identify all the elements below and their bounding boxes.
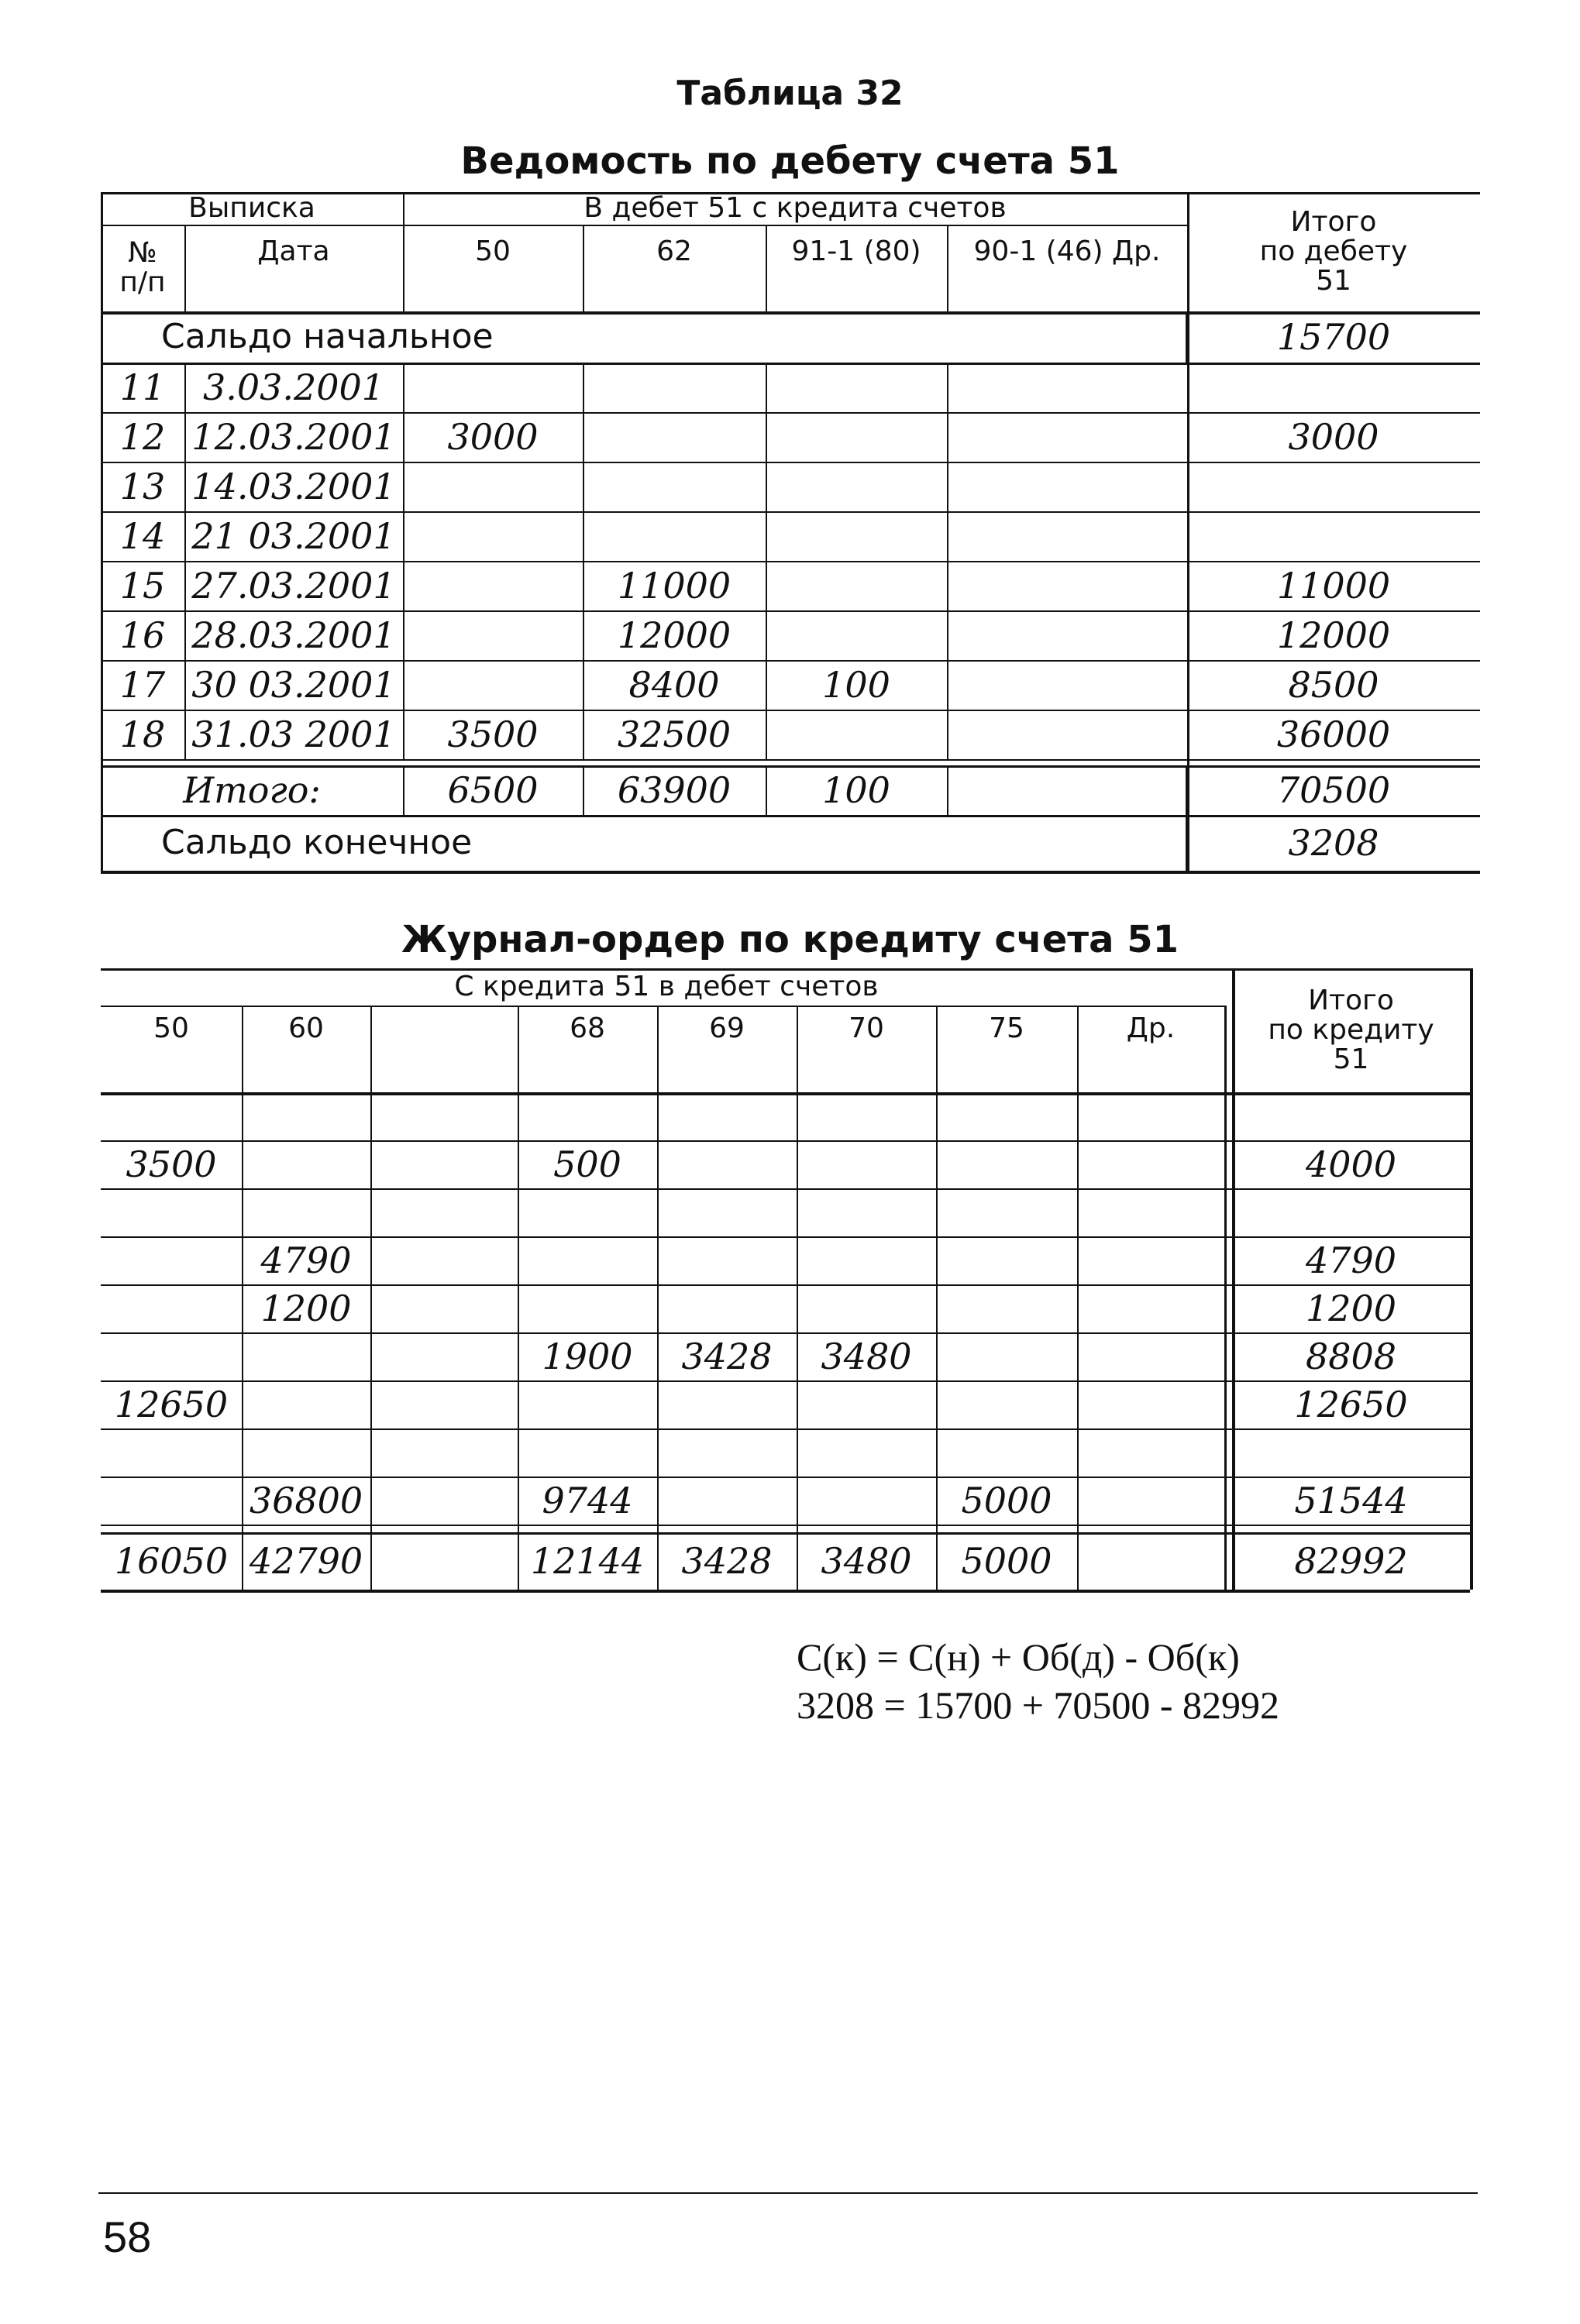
row-c75 [936, 1428, 1077, 1477]
header-total: Итого по кредиту 51 [1268, 985, 1434, 1075]
grid-line [1224, 1006, 1227, 1590]
row-c69 [657, 1092, 797, 1140]
grid-line [1470, 968, 1473, 1590]
row-c50 [101, 1284, 242, 1332]
row-date: 21 03.2001 [191, 514, 396, 557]
row-total: 12650 [1294, 1383, 1408, 1425]
row-total [1232, 1428, 1470, 1477]
row-c69 [657, 1428, 797, 1477]
totals-c50: 16050 [114, 1539, 229, 1582]
row-c69 [657, 1236, 797, 1284]
row-c70 [797, 1236, 936, 1284]
row-cdr [1077, 1092, 1224, 1140]
row-c50 [101, 1428, 242, 1477]
row-total [1232, 1092, 1470, 1140]
row-total: 11000 [1276, 564, 1391, 607]
row-c68 [518, 1188, 657, 1236]
row-number: 16 [119, 614, 166, 656]
row-total: 12000 [1276, 614, 1391, 656]
row-c50 [101, 1188, 242, 1236]
row-c60 [242, 1380, 370, 1428]
totals-c69: 3428 [681, 1539, 773, 1582]
row-c68: 9744 [542, 1479, 633, 1521]
row-c75 [936, 1380, 1077, 1428]
row-c69 [657, 1140, 797, 1188]
row-cb [370, 1380, 518, 1428]
row-c75 [936, 1092, 1077, 1140]
header-col-69: 69 [709, 1012, 745, 1045]
row-total: 4000 [1305, 1143, 1397, 1185]
row-c68 [518, 1380, 657, 1428]
totals-total: 82992 [1294, 1539, 1408, 1582]
row-date: 30 03.2001 [191, 663, 396, 706]
row-total [1232, 1188, 1470, 1236]
opening-balance-value: 15700 [1276, 315, 1391, 358]
row-cdr [1077, 1236, 1224, 1284]
formula-general: С(к) = С(н) + Об(д) - Об(к) [797, 1635, 1240, 1679]
row-cdr [1077, 1477, 1224, 1525]
row-c69 [657, 1188, 797, 1236]
row-number: 18 [119, 713, 166, 755]
row-c75 [936, 1332, 1077, 1380]
totals-c75: 5000 [961, 1539, 1052, 1582]
header-col-91: 91-1 (80) [791, 235, 921, 268]
row-c69 [657, 1477, 797, 1525]
row-col-50: 3500 [447, 713, 539, 755]
row-cb [370, 1092, 518, 1140]
header-col-blank [370, 1006, 518, 1052]
row-c75: 5000 [961, 1479, 1052, 1521]
row-cdr [1077, 1188, 1224, 1236]
row-cdr [1077, 1380, 1224, 1428]
header-group: С кредита 51 в дебет счетов [454, 971, 879, 1003]
row-date: 3.03.2001 [202, 366, 385, 408]
row-cdr [1077, 1332, 1224, 1380]
row-c69 [657, 1284, 797, 1332]
row-total: 8808 [1305, 1335, 1397, 1377]
footer-rule [98, 2192, 1478, 2194]
row-c60: 1200 [260, 1287, 352, 1329]
row-cb [370, 1188, 518, 1236]
row-c50 [101, 1236, 242, 1284]
row-c50: 12650 [114, 1383, 229, 1425]
row-c75 [936, 1188, 1077, 1236]
row-c50: 3500 [126, 1143, 217, 1185]
row-cdr [1077, 1284, 1224, 1332]
row-c70 [797, 1380, 936, 1428]
row-total: 4790 [1305, 1239, 1397, 1281]
row-c70 [797, 1284, 936, 1332]
row-total: 36000 [1276, 713, 1391, 755]
header-col-90: 90-1 (46) Др. [973, 235, 1161, 268]
header-col-60: 60 [288, 1012, 324, 1045]
closing-balance-label: Сальдо конечное [161, 822, 473, 862]
row-c68 [518, 1092, 657, 1140]
row-date: 27.03.2001 [191, 564, 396, 607]
row-c75 [936, 1140, 1077, 1188]
header-total: Итого по дебету 51 [1259, 206, 1408, 297]
row-c68 [518, 1428, 657, 1477]
row-date: 31.03 2001 [191, 713, 396, 755]
header-col-50: 50 [475, 235, 511, 268]
row-c69: 3428 [681, 1335, 773, 1377]
row-total: 1200 [1305, 1287, 1397, 1329]
header-col-62: 62 [656, 235, 692, 268]
row-c50 [101, 1477, 242, 1525]
row-c68: 1900 [542, 1335, 633, 1377]
totals-cdr [1077, 1532, 1224, 1590]
table-number: Таблица 32 [676, 74, 904, 113]
row-number: 13 [119, 465, 166, 507]
row-c68: 500 [553, 1143, 621, 1185]
row-c75 [936, 1284, 1077, 1332]
totals-c60: 42790 [249, 1539, 363, 1582]
row-cb [370, 1428, 518, 1477]
totals-total: 70500 [1276, 768, 1391, 811]
row-total: 3000 [1288, 415, 1379, 458]
totals-col-50: 6500 [447, 768, 539, 811]
header-col-70: 70 [849, 1012, 884, 1045]
row-col-50: 3000 [447, 415, 539, 458]
row-c60: 4790 [260, 1239, 352, 1281]
row-c60 [242, 1092, 370, 1140]
row-total: 8500 [1288, 663, 1379, 706]
page-number: 58 [103, 2212, 152, 2261]
row-c70 [797, 1477, 936, 1525]
formula-numeric: 3208 = 15700 + 70500 - 82992 [797, 1683, 1280, 1727]
row-date: 14.03.2001 [191, 465, 396, 507]
row-c75 [936, 1236, 1077, 1284]
row-number: 11 [119, 366, 166, 408]
row-number: 12 [119, 415, 166, 458]
row-number: 15 [119, 564, 166, 607]
header-num: № п/п [119, 237, 166, 298]
row-c70 [797, 1092, 936, 1140]
row-number: 14 [119, 514, 166, 557]
totals-col-91: 100 [822, 768, 890, 811]
row-c60 [242, 1188, 370, 1236]
row-c60 [242, 1140, 370, 1188]
row-c70 [797, 1188, 936, 1236]
row-col-91: 100 [822, 663, 890, 706]
grid-line [101, 1525, 1470, 1526]
row-c60: 36800 [249, 1479, 363, 1521]
header-statement: Выписка [188, 192, 315, 225]
header-col-dr: Др. [1126, 1012, 1176, 1045]
row-cb [370, 1332, 518, 1380]
row-c70 [797, 1428, 936, 1477]
header-col-75: 75 [989, 1012, 1024, 1045]
header-col-50: 50 [153, 1012, 189, 1045]
row-col-62: 12000 [617, 614, 731, 656]
closing-balance-value: 3208 [1288, 821, 1379, 864]
row-cdr [1077, 1140, 1224, 1188]
grid-line [101, 1590, 1470, 1593]
header-date: Дата [257, 235, 330, 268]
opening-balance-label: Сальдо начальное [161, 316, 494, 356]
row-col-62: 32500 [617, 713, 731, 755]
row-c69 [657, 1380, 797, 1428]
row-total: 51544 [1294, 1479, 1408, 1521]
row-cb [370, 1477, 518, 1525]
row-number: 17 [119, 663, 166, 706]
totals-c70: 3480 [821, 1539, 912, 1582]
row-c68 [518, 1236, 657, 1284]
row-col-62: 11000 [617, 564, 731, 607]
row-cb [370, 1284, 518, 1332]
header-debit-group: В дебет 51 с кредита счетов [583, 192, 1007, 225]
row-c70: 3480 [821, 1335, 912, 1377]
row-cdr [1077, 1428, 1224, 1477]
totals-col-62: 63900 [617, 768, 731, 811]
totals-label: Итого: [183, 768, 321, 811]
row-col-62: 8400 [628, 663, 720, 706]
row-cb [370, 1236, 518, 1284]
row-date: 12.03.2001 [191, 415, 396, 458]
row-c60 [242, 1428, 370, 1477]
row-cb [370, 1140, 518, 1188]
row-c68 [518, 1284, 657, 1332]
journal-title: Журнал-ордер по кредиту счета 51 [401, 918, 1179, 961]
row-c70 [797, 1140, 936, 1188]
totals-c68: 12144 [530, 1539, 645, 1582]
header-col-68: 68 [570, 1012, 605, 1045]
totals-cb [370, 1532, 518, 1590]
row-c50 [101, 1092, 242, 1140]
row-date: 28.03.2001 [191, 614, 396, 656]
ledger-title: Ведомость по дебету счета 51 [460, 139, 1120, 183]
row-c60 [242, 1332, 370, 1380]
row-c50 [101, 1332, 242, 1380]
